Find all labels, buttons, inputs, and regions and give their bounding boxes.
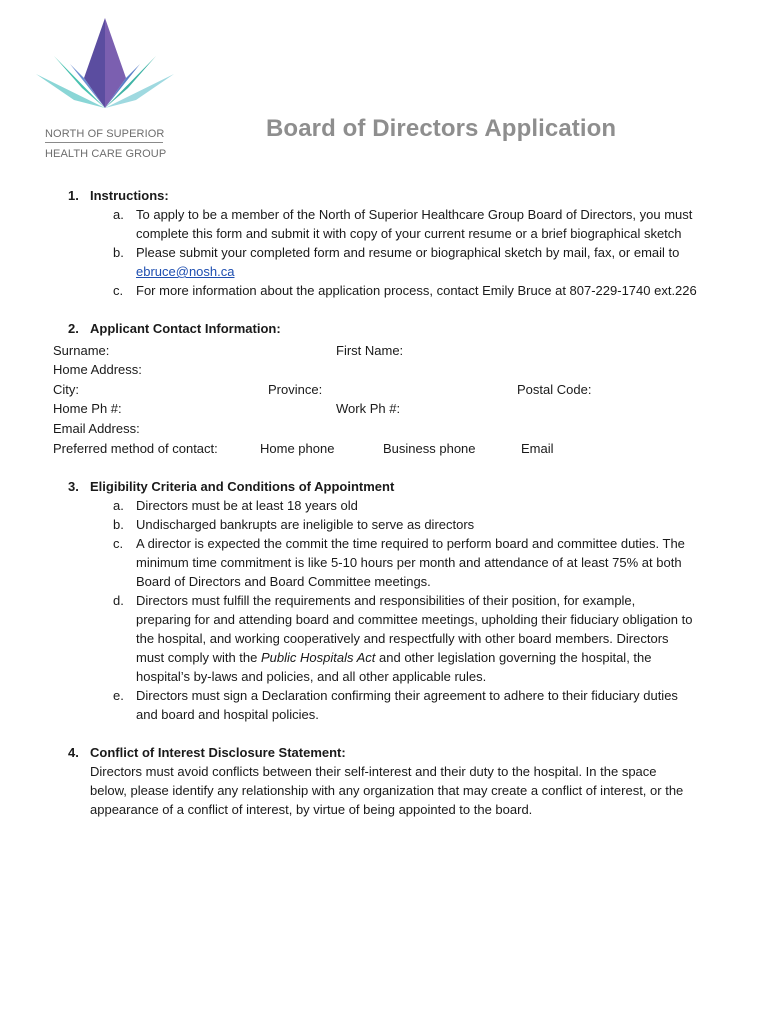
item-label: a. <box>113 498 124 513</box>
item-label: c. <box>113 283 124 298</box>
home-address-label: Home Address: <box>53 362 142 377</box>
org-divider <box>45 142 163 143</box>
section-title: Instructions: <box>90 188 169 203</box>
email-address-label: Email Address: <box>53 421 140 436</box>
nosh-logo <box>34 16 176 116</box>
page-title: Board of Directors Application <box>266 115 617 142</box>
email-link[interactable]: ebruce@nosh.ca <box>136 264 235 279</box>
conflict-line1: Directors must avoid conflicts between their self-interest and their duty to the hospital. In the space <box>90 764 657 779</box>
instruction-a-line1: To apply to be a member of the North of Superior Healthcare Group Board of Directors, you must <box>136 207 693 222</box>
item-label: b. <box>113 517 124 532</box>
eligibility-e-line1: Directors must sign a Declaration confirming their agreement to adhere to their fiduciary duties <box>136 688 678 703</box>
section-number: 2. <box>68 321 79 336</box>
work-phone-label: Work Ph #: <box>336 401 401 416</box>
section-contact-heading <box>68 321 281 336</box>
item-label: a. <box>113 207 124 222</box>
section-eligibility-heading <box>68 479 394 494</box>
instruction-b-line1: Please submit your completed form and resume or biographical sketch by mail, fax, or email to <box>136 245 680 260</box>
instruction-c-line1: For more information about the application process, contact Emily Bruce at 807-229-1740 ext.226 <box>136 283 697 298</box>
conflict-line3: appearance of a conflict of interest, by virtue of being appointed to the board. <box>90 802 533 817</box>
section-conflict-heading <box>68 745 346 760</box>
eligibility-c-line2: minimum time commitment is like 5-10 hours per month and attendance of at least 75% at both <box>136 555 682 570</box>
preferred-contact-label: Preferred method of contact: <box>53 441 218 456</box>
section-number: 1. <box>68 188 79 203</box>
eligibility-b-line1: Undischarged bankrupts are ineligible to serve as directors <box>136 517 475 532</box>
home-phone-label: Home Ph #: <box>53 401 122 416</box>
first-name-label: First Name: <box>336 343 404 358</box>
act-title: Public Hospitals Act <box>261 650 376 665</box>
org-name-line1: NORTH OF SUPERIOR <box>45 128 165 140</box>
option-business-phone[interactable]: Business phone <box>383 441 476 456</box>
item-label: c. <box>113 536 124 551</box>
eligibility-c-line3: Board of Directors and Board Committee meetings. <box>136 574 431 589</box>
section-instructions-heading <box>68 188 169 203</box>
eligibility-e-line2: and board and hospital policies. <box>136 707 319 722</box>
item-label: d. <box>113 593 124 608</box>
surname-label: Surname: <box>53 343 110 358</box>
item-label: b. <box>113 245 124 260</box>
eligibility-d-line2: preparing for and attending board and committee meetings, upholding their fiduciary obligation to <box>136 612 693 627</box>
conflict-line2: below, please identify any relationship with any organization that may create a conflict of interest, or the <box>90 783 684 798</box>
section-number: 4. <box>68 745 79 760</box>
section-title: Conflict of Interest Disclosure Statement: <box>90 745 346 760</box>
city-label: City: <box>53 382 79 397</box>
province-label: Province: <box>268 382 323 397</box>
eligibility-d-line3: the hospital, and working cooperatively and respectfully with other board members. Directors <box>136 631 669 646</box>
eligibility-d-line5: hospital’s by-laws and policies, and all other applicable rules. <box>136 669 487 684</box>
option-email[interactable]: Email <box>521 441 554 456</box>
eligibility-c-line1: A director is expected the commit the time required to perform board and committee duties. The <box>136 536 685 551</box>
eligibility-a-line1: Directors must be at least 18 years old <box>136 498 358 513</box>
instruction-a-line2: complete this form and submit it with copy of your current resume or a brief biographical sketch <box>136 226 682 241</box>
text-fragment: and other legislation governing the hospital, the <box>375 650 652 665</box>
eligibility-d-line1: Directors must fulfill the requirements and responsibilities of their position, for example, <box>136 593 636 608</box>
org-name-line2: HEALTH CARE GROUP <box>45 148 167 160</box>
section-title: Eligibility Criteria and Conditions of Appointment <box>90 479 395 494</box>
postal-code-label: Postal Code: <box>517 382 592 397</box>
option-home-phone[interactable]: Home phone <box>260 441 335 456</box>
section-title: Applicant Contact Information: <box>90 321 281 336</box>
section-number: 3. <box>68 479 79 494</box>
item-label: e. <box>113 688 124 703</box>
eligibility-d-line4 <box>136 650 652 666</box>
text-fragment: must comply with the <box>136 650 261 665</box>
